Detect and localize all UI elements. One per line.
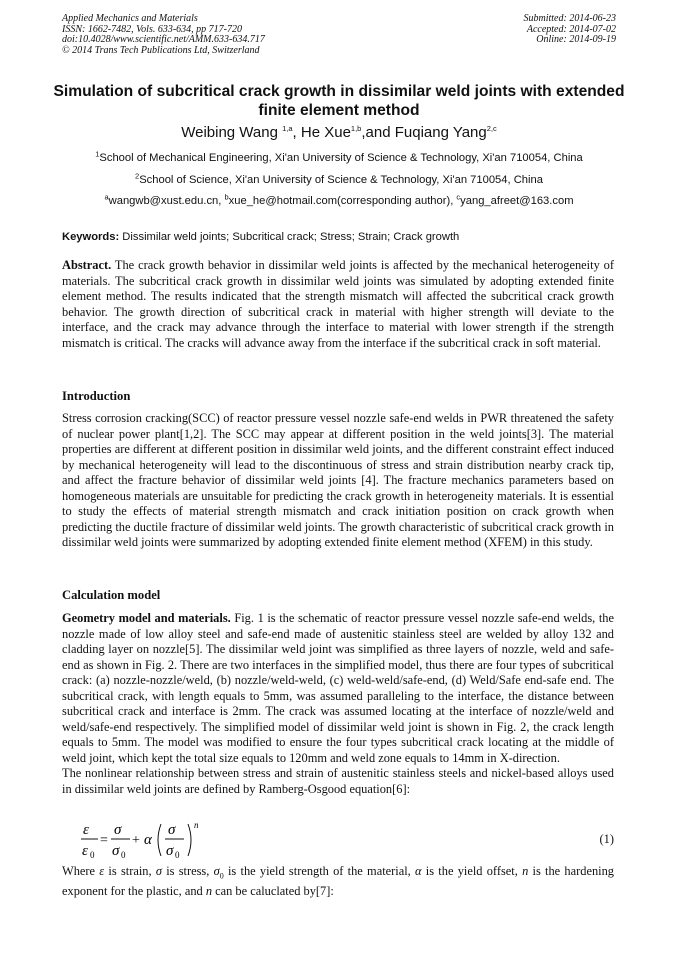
journal-info — [62, 14, 265, 56]
geometry-text: Fig. 1 is the schematic of reactor pressure vessel nozzle safe-end welds, the nozzle made of low alloy steel and safe-end made of austenitic stainless steel are welded by alloy 132 and cladding layer on nozzle[5]. The dissimilar weld joint was simplified as three layers of nozzle, weld and safe-end as shown in Fig. 2. There are two interfaces in the simplified model, thus there are four types of subcritical crack: (a) nozzle-nozzle/weld, (b) nozzle/weld-weld, (c) weld-weld/safe-end, (d) Weld/Safe end-safe end. The subcritical crack, with length equals to 5mm, was assumed paralleling to the interface, the distance between subcritical crack and interface is 2mm. The crack was assumed locating at the interface of nozzle/weld and weld/safe-end respectively. The simplified model of dissimilar weld joint is shown in Fig. 2, the crack length equals to 5mm. The model was modified to ensure the four types subcritical crack locating at the middle of weld joint, which kept the total size equals to 120mm and weld zone equals to 14mm in X-direction. — [62, 611, 614, 765]
eq-sigma: σ — [168, 822, 176, 838]
eq-epsilon: ε — [83, 822, 89, 838]
keywords-text: Dissimilar weld joints; Subcritical crack; Stress; Strain; Crack growth — [119, 231, 460, 243]
symbol-sigma0: σ — [213, 864, 220, 878]
aff-sup: 1 — [95, 149, 100, 159]
equation-number: (1) — [599, 832, 614, 846]
author-line — [0, 124, 678, 141]
calculation-text — [62, 611, 614, 797]
section-heading-calculation: Calculation model — [62, 588, 161, 602]
email-sup: a — [104, 192, 109, 202]
symbol-alpha: α — [415, 864, 422, 878]
eq-subscript: 0 — [90, 850, 95, 860]
email-line — [0, 192, 678, 207]
equation-1 — [62, 820, 614, 860]
symbol-sigma: σ — [155, 864, 162, 878]
aff-text: School of Mechanical Engineering, Xi'an University of Science & Technology, Xi'an 710054, China — [99, 152, 583, 164]
author-sup: 1,a — [282, 124, 293, 133]
affiliation-2 — [0, 171, 678, 186]
where-span: can be caluclated by[7]: — [212, 883, 334, 898]
email-link[interactable]: yang_afreet@163.com — [460, 195, 574, 207]
where-span: is the yield strength of the material, — [223, 864, 416, 878]
eq-alpha: α — [144, 832, 152, 848]
eq-epsilon0: ε — [82, 843, 88, 859]
eq-subscript: 0 — [175, 850, 180, 860]
symbol-n: n — [205, 883, 213, 898]
copyright-line: © 2014 Trans Tech Publications Ltd, Switzerland — [62, 44, 260, 56]
online-date: Online: 2014-09-19 — [536, 34, 616, 46]
where-text — [62, 864, 614, 899]
where-span: is strain, — [104, 864, 156, 878]
eq-sigma0: σ — [166, 843, 174, 859]
journal-name: Applied Mechanics and Materials — [62, 13, 198, 24]
where-span: is stress, — [161, 864, 214, 878]
keywords — [62, 231, 459, 243]
doi-line: doi:10.4028/www.scientific.net/AMM.633-634.717 — [62, 34, 265, 46]
abstract — [62, 258, 614, 351]
accepted-date: Accepted: 2014-07-02 — [526, 23, 616, 35]
symbol-subscript: 0 — [219, 871, 224, 881]
introduction-text: Stress corrosion cracking(SCC) of reactor pressure vessel nozzle safe-end welds in PWR threatened the safety of nuclear power plant[1,2]. The SCC may appear at different position in the weld joints[3]. The material properties are different at different position in dissimilar weld joints, and the different constraint effect induced by mechanical heterogeneity will lead to the discontinuous of stress and strain distribution nearby crack tip, and affect the fracture behavior of dissimilar weld joints [4]. The fracture mechanics parameters based on homogeneous materials are unsuitable for predicting the crack growth in heterogeneity materials. It is essential to study the effects of material strength mismatch and crack initiation position on crack growth when predicting the ductile fracture of dissimilar weld joints. The growth characteristic of subcritical crack growth in dissimilar weld joints were summarized by adopting extended finite element method (XFEM) in this study. — [62, 411, 614, 549]
where-span: Where — [62, 864, 100, 878]
email-link[interactable]: wangwb@xust.edu.cn, — [108, 195, 225, 207]
dates-info — [524, 14, 617, 46]
eq-equals: = — [100, 833, 108, 848]
affiliation-1 — [0, 149, 678, 164]
equation-graphic — [80, 820, 220, 860]
author-sup: 2,c — [486, 124, 497, 133]
paper-title: Simulation of subcritical crack growth in dissimilar weld joints with extended finite element method — [53, 83, 625, 119]
ramberg-osgood-text: The nonlinear relationship between stress and strain of austenitic stainless steels and nickel-based alloys used in dissimilar weld joints are defined by Ramberg-Osgood equation[6]: — [62, 766, 614, 796]
subsection-label: Geometry model and materials. — [62, 611, 231, 625]
abstract-text: The crack growth behavior in dissimilar weld joints is affected by the mechanical heterogeneity of materials. The subcritical crack growth in dissimilar weld joints was simulated by adopting extended finite element method. The results indicated that the strength mismatch will affected the subcritical crack growth behavior. The growth direction of subcritical crack in material with higher strength will deviate to the interface, and the crack may advance through the interface to material with lower strength if the strength mismatch is critical. The cracks will advance away from the interface if the subcritical crack in soft material. — [62, 258, 614, 350]
author-sup: 1,b — [350, 124, 362, 133]
issn-line: ISSN: 1662-7482, Vols. 633-634, pp 717-720 — [62, 23, 242, 35]
eq-right-paren — [188, 824, 191, 856]
eq-sigma: σ — [114, 822, 122, 838]
where-span: is the hardening exponent for the plastic, and — [62, 864, 614, 898]
author-name: , He Xue — [292, 124, 351, 141]
abstract-label: Abstract. — [62, 258, 112, 272]
submitted-date: Submitted: 2014-06-23 — [523, 13, 616, 24]
email-sup: b — [224, 192, 229, 202]
eq-exponent-n: n — [194, 820, 199, 830]
symbol-epsilon: ε — [99, 864, 105, 878]
aff-text: School of Science, Xi'an University of Science & Technology, Xi'an 710054, China — [139, 174, 543, 186]
symbol-n: n — [522, 864, 529, 878]
eq-left-paren — [158, 824, 161, 856]
aff-sup: 2 — [135, 171, 140, 181]
email-link[interactable]: xue_he@hotmail.com(corresponding author), — [228, 195, 457, 207]
author-name: Weibing Wang — [181, 124, 283, 141]
keywords-label: Keywords: — [62, 231, 120, 243]
email-sup: c — [456, 192, 461, 202]
eq-sigma0: σ — [112, 843, 120, 859]
eq-plus: + — [132, 833, 140, 848]
author-name: ,and Fuqiang Yang — [361, 124, 487, 141]
where-span: is the yield offset, — [421, 864, 523, 878]
section-heading-introduction: Introduction — [62, 389, 131, 403]
eq-subscript: 0 — [121, 850, 126, 860]
